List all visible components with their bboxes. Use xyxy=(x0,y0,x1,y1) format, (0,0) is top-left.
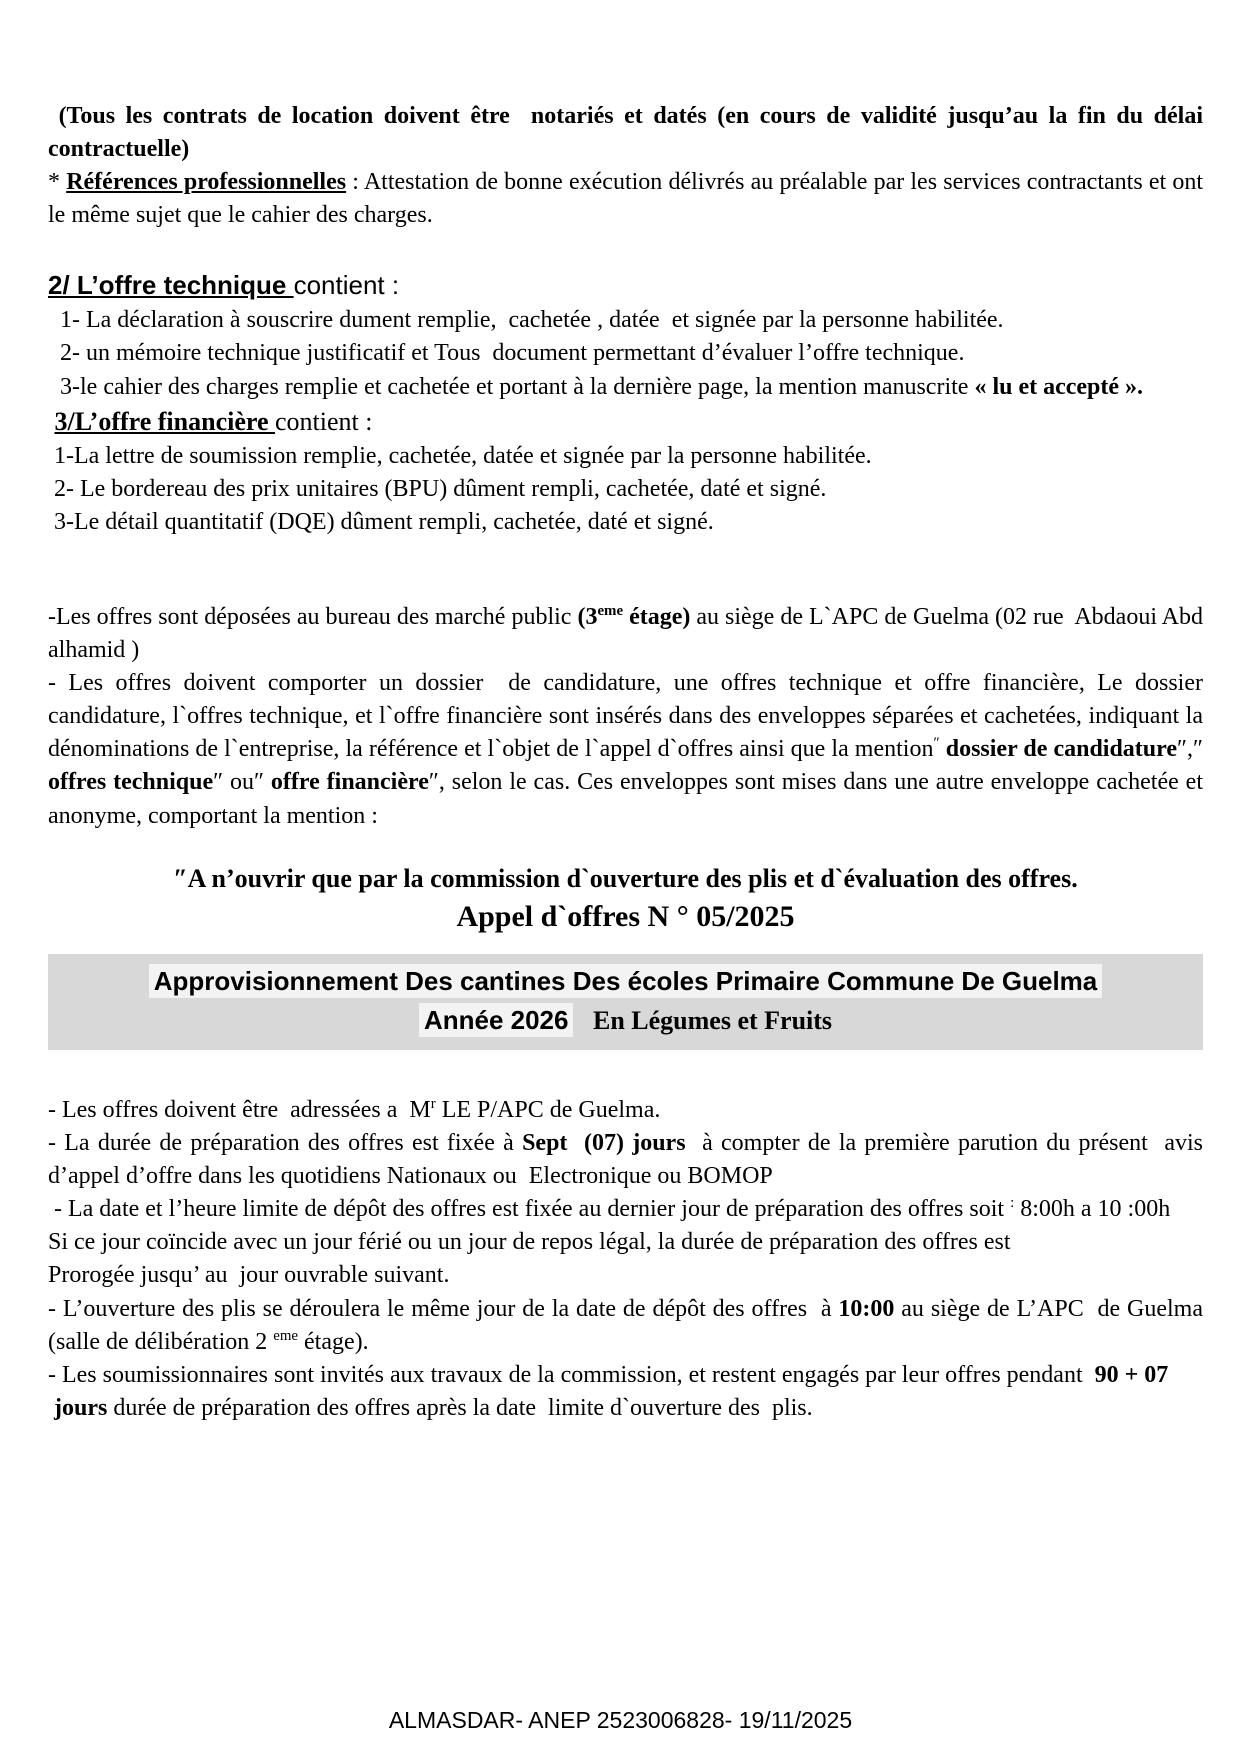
offre-financiere-heading xyxy=(48,404,1203,440)
text-run: ″ xyxy=(933,735,940,752)
text-run: (3 xyxy=(577,603,598,630)
offre-financiere-item-3 xyxy=(48,506,1203,539)
depot-des-offres xyxy=(48,601,1209,667)
footer-text: ALMASDAR- ANEP 2523006828- 19/11/2025 xyxy=(388,1707,853,1733)
text-run: Si ce jour coïncide avec un jour férié ou un jour de repos légal, la durée de préparation des offres est xyxy=(48,1229,1011,1256)
text-run: Prorogée jusqu’ au jour ouvrable suivant. xyxy=(48,1262,450,1289)
ouverture-des-plis xyxy=(48,1293,1209,1359)
text-run: 2/ L’offre technique xyxy=(48,270,294,301)
text-run: « lu et accepté ». xyxy=(974,373,1144,400)
text-run: dossier de candidature xyxy=(945,736,1178,763)
text-run: Sept (07) jours xyxy=(522,1129,686,1156)
appel-offres-title xyxy=(48,896,1203,937)
objet-line-1 xyxy=(54,962,1197,1001)
objet-line-2 xyxy=(54,1001,1197,1040)
offre-technique-item-1 xyxy=(48,304,1203,337)
text-run: étage) xyxy=(623,603,691,630)
text-run: au siège de L’APC de Guelma (salle de délibération 2 xyxy=(48,1295,1209,1355)
text-run: offres technique xyxy=(48,769,214,796)
text-run: eme xyxy=(597,602,624,619)
date-heure-limite xyxy=(48,1193,1203,1226)
text-run: - Les offres doivent comporter un dossier de candidature, une offres technique et offre financière, Le dossier candidature, l`offres technique, et l`offre financière sont insérés dans des enveloppes séparées et cachetées, indiquant la dénominations de l`entreprise, la référence et l`objet de l`appel d`offres ainsi que la mention xyxy=(48,670,1209,763)
jour-ferie-line-2 xyxy=(48,1259,1203,1292)
offre-financiere-item-2 xyxy=(48,473,1203,506)
text-run: 3-le cahier des charges remplie et cachetée et portant à la dernière page, la mention manuscrite xyxy=(48,373,975,400)
text-run: offre financière xyxy=(270,769,429,796)
text-run: à compter de la première parution du présent avis d’appel d’offre dans les quotidiens Nationaux ou Electronique ou BOMOP xyxy=(48,1129,1210,1190)
text-run: * xyxy=(48,169,67,196)
text-run: - Les offres doivent être adressées a M xyxy=(48,1096,431,1123)
text-run: durée de préparation des offres après la date limite d`ouverture des plis. xyxy=(107,1394,813,1421)
text-run: Appel d`offres N ° 05/2025 xyxy=(456,900,795,934)
objet-band xyxy=(48,954,1203,1050)
text-run: contient : xyxy=(293,270,400,301)
text-run: r xyxy=(430,1095,436,1112)
text-run: 90 + 07 xyxy=(1094,1361,1169,1388)
text-run: - La date et l’heure limite de dépôt des offres est fixée au dernier jour de préparation des offres soit xyxy=(48,1196,1011,1223)
text-run: ″, selon le cas. Ces enveloppes sont mises dans une autre enveloppe cachetée et anonyme, comportant la mention : xyxy=(48,769,1209,829)
text-run: 2- Le bordereau des prix unitaires (BPU) dûment rempli, cachetée, daté et signé. xyxy=(48,475,827,502)
text-run: jours xyxy=(54,1394,108,1421)
text-run: : Attestation de bonne exécution délivrés au préalable par les services contractants et ont le même sujet que le cahier des charges. xyxy=(48,169,1210,229)
text-run: - L’ouverture des plis se déroulera le même jour de la date de dépôt des offres à xyxy=(48,1295,839,1322)
soumissionnaires-engagement xyxy=(48,1359,1203,1425)
adresse-offres xyxy=(48,1094,1203,1127)
location-contracts-note xyxy=(48,100,1210,166)
text-run: eme xyxy=(273,1327,299,1344)
text-run: 10:00 xyxy=(838,1295,895,1322)
offre-technique-item-2 xyxy=(48,337,1203,370)
text-run: -Les offres sont déposées au bureau des marché public xyxy=(48,603,578,630)
text-run: ″ ou″ xyxy=(213,769,271,796)
offre-financiere-item-1 xyxy=(48,440,1203,473)
text-run: LE P/APC de Guelma. xyxy=(435,1096,661,1123)
text-run: 8:00h a 10 :00h xyxy=(1014,1196,1171,1223)
text-run: 3/L’offre financière xyxy=(54,406,275,436)
references-professionnelles xyxy=(48,166,1210,232)
text-run: En Légumes et Fruits xyxy=(592,1005,833,1035)
text-run: au siège de L`APC de Guelma (02 rue Abdaoui Abd alhamid ) xyxy=(48,603,1209,663)
text-run: : xyxy=(1010,1195,1015,1212)
text-run: étage). xyxy=(298,1328,369,1355)
enveloppes-paragraph xyxy=(48,667,1210,833)
text-run xyxy=(573,1006,593,1035)
text-run: Approvisionnement Des cantines Des écoles Primaire Commune De Guelma xyxy=(149,964,1103,998)
text-run: Références professionnelles xyxy=(66,169,347,196)
text-run: (Tous les contrats de location doivent être notariés et datés (en cours de validité jusqu’au la fin du délai contractuelle) xyxy=(48,103,1210,163)
duree-preparation xyxy=(48,1127,1210,1193)
offre-technique-item-3 xyxy=(48,371,1203,404)
text-run: 1-La lettre de soumission remplie, cachetée, datée et signée par la personne habilitée. xyxy=(48,442,872,469)
text-run: - Les soumissionnaires sont invités aux travaux de la commission, et restent engagés par leur offres pendant xyxy=(48,1361,1095,1388)
text-run: ″,″ xyxy=(1177,736,1210,763)
text-run: contient : xyxy=(274,406,373,436)
offre-technique-heading xyxy=(48,268,1203,304)
text-run: - La durée de préparation des offres est fixée à xyxy=(48,1129,523,1156)
text-run: 2- un mémoire technique justificatif et Tous document permettant d’évaluer l’offre technique. xyxy=(48,340,965,367)
text-run: Année 2026 xyxy=(419,1003,574,1037)
text-run: 1- La déclaration à souscrire dument remplie, cachetée , datée et signée par la personne habilitée. xyxy=(48,307,1004,334)
text-run: 3-Le détail quantitatif (DQE) dûment rempli, cachetée, daté et signé. xyxy=(48,508,714,535)
jour-ferie-line-1 xyxy=(48,1226,1203,1259)
mention-ouverture xyxy=(48,861,1203,897)
text-run: ″A n’ouvrir que par la commission d`ouverture des plis et d`évaluation des offres. xyxy=(173,863,1078,893)
